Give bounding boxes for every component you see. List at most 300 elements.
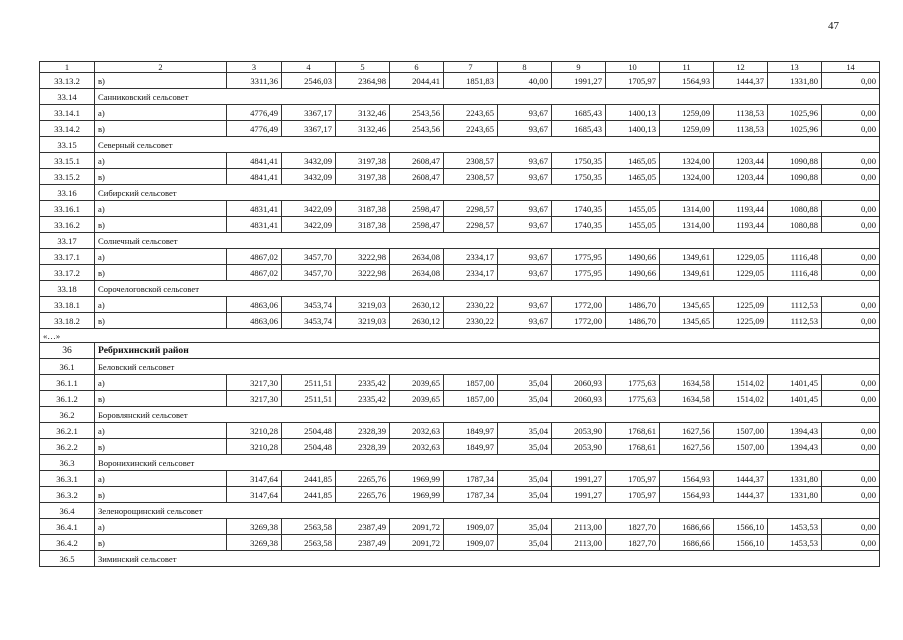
table-row — [40, 217, 880, 233]
value-cell: 1750,35 — [552, 153, 606, 169]
section-row — [40, 233, 880, 249]
value-cell: 3132,46 — [336, 105, 390, 121]
value-cell: 0,00 — [822, 169, 880, 185]
value-cell: 2364,98 — [336, 73, 390, 89]
row-sub: в) — [95, 121, 227, 137]
section-code: 33.15 — [40, 137, 95, 153]
value-cell: 0,00 — [822, 375, 880, 391]
value-cell: 3210,28 — [227, 423, 282, 439]
value-cell: 1634,58 — [660, 391, 714, 407]
value-cell: 35,04 — [498, 391, 552, 407]
value-cell: 2298,57 — [444, 217, 498, 233]
value-cell: 1025,96 — [768, 121, 822, 137]
row-code: 36.2.1 — [40, 423, 95, 439]
value-cell: 4831,41 — [227, 217, 282, 233]
value-cell: 4863,06 — [227, 297, 282, 313]
header-row — [40, 62, 880, 73]
district-row — [40, 343, 880, 359]
row-sub: а) — [95, 423, 227, 439]
value-cell: 2308,57 — [444, 169, 498, 185]
table-row — [40, 313, 880, 329]
value-cell: 1685,43 — [552, 121, 606, 137]
value-cell: 1857,00 — [444, 375, 498, 391]
value-cell: 1490,66 — [606, 265, 660, 281]
row-sub: в) — [95, 313, 227, 329]
value-cell: 2039,65 — [390, 391, 444, 407]
value-cell: 2032,63 — [390, 423, 444, 439]
section-name: Зиминский сельсовет — [95, 551, 880, 567]
header-cell: 9 — [552, 62, 606, 73]
value-cell: 2060,93 — [552, 375, 606, 391]
value-cell: 0,00 — [822, 439, 880, 455]
row-sub: в) — [95, 535, 227, 551]
section-code: 36.2 — [40, 407, 95, 423]
row-code: 33.15.2 — [40, 169, 95, 185]
value-cell: 1112,53 — [768, 313, 822, 329]
value-cell: 3311,36 — [227, 73, 282, 89]
section-code: 33.16 — [40, 185, 95, 201]
value-cell: 1486,70 — [606, 313, 660, 329]
value-cell: 2265,76 — [336, 487, 390, 503]
header-cell: 14 — [822, 62, 880, 73]
value-cell: 1349,61 — [660, 265, 714, 281]
row-sub: а) — [95, 153, 227, 169]
value-cell: 4776,49 — [227, 105, 282, 121]
value-cell: 2441,85 — [282, 487, 336, 503]
value-cell: 2032,63 — [390, 439, 444, 455]
value-cell: 1314,00 — [660, 201, 714, 217]
value-cell: 1090,88 — [768, 169, 822, 185]
value-cell: 3432,09 — [282, 169, 336, 185]
header-cell: 3 — [227, 62, 282, 73]
section-code: 33.17 — [40, 233, 95, 249]
value-cell: 4841,41 — [227, 153, 282, 169]
section-name: Сорочелоговской сельсовет — [95, 281, 880, 297]
row-sub: а) — [95, 105, 227, 121]
section-code: 36.5 — [40, 551, 95, 567]
table-row — [40, 105, 880, 121]
table-row — [40, 121, 880, 137]
section-code: 36.1 — [40, 359, 95, 375]
value-cell: 1775,63 — [606, 391, 660, 407]
value-cell: 0,00 — [822, 297, 880, 313]
value-cell: 2543,56 — [390, 105, 444, 121]
row-sub: в) — [95, 169, 227, 185]
value-cell: 1775,95 — [552, 249, 606, 265]
value-cell: 1768,61 — [606, 423, 660, 439]
value-cell: 3222,98 — [336, 265, 390, 281]
value-cell: 0,00 — [822, 201, 880, 217]
value-cell: 1193,44 — [714, 217, 768, 233]
value-cell: 1465,05 — [606, 153, 660, 169]
value-cell: 1138,53 — [714, 121, 768, 137]
value-cell: 3422,09 — [282, 217, 336, 233]
value-cell: 1827,70 — [606, 519, 660, 535]
value-cell: 2335,42 — [336, 391, 390, 407]
value-cell: 1465,05 — [606, 169, 660, 185]
value-cell: 1116,48 — [768, 265, 822, 281]
value-cell: 1394,43 — [768, 439, 822, 455]
value-cell: 2044,41 — [390, 73, 444, 89]
value-cell: 1969,99 — [390, 471, 444, 487]
value-cell: 3187,38 — [336, 201, 390, 217]
value-cell: 1203,44 — [714, 153, 768, 169]
value-cell: 1566,10 — [714, 519, 768, 535]
value-cell: 0,00 — [822, 423, 880, 439]
value-cell: 1849,97 — [444, 423, 498, 439]
value-cell: 1685,43 — [552, 105, 606, 121]
row-sub: в) — [95, 439, 227, 455]
page-number: 47 — [828, 20, 839, 32]
row-code: 33.13.2 — [40, 73, 95, 89]
row-sub: а) — [95, 201, 227, 217]
value-cell: 93,67 — [498, 265, 552, 281]
section-row — [40, 137, 880, 153]
value-cell: 0,00 — [822, 519, 880, 535]
value-cell: 3457,70 — [282, 249, 336, 265]
row-sub: в) — [95, 487, 227, 503]
value-cell: 2334,17 — [444, 249, 498, 265]
header-cell: 1 — [40, 62, 95, 73]
value-cell: 0,00 — [822, 535, 880, 551]
row-code: 33.18.2 — [40, 313, 95, 329]
value-cell: 2387,49 — [336, 535, 390, 551]
value-cell: 2634,08 — [390, 249, 444, 265]
row-code: 33.16.2 — [40, 217, 95, 233]
value-cell: 2543,56 — [390, 121, 444, 137]
row-code: 33.14.1 — [40, 105, 95, 121]
value-cell: 0,00 — [822, 105, 880, 121]
table-row — [40, 201, 880, 217]
value-cell: 3219,03 — [336, 297, 390, 313]
value-cell: 1444,37 — [714, 487, 768, 503]
value-cell: 2598,47 — [390, 201, 444, 217]
tariff-table — [39, 61, 880, 567]
row-code: 36.4.1 — [40, 519, 95, 535]
table-row — [40, 169, 880, 185]
value-cell: 1787,34 — [444, 487, 498, 503]
value-cell: 1514,02 — [714, 391, 768, 407]
value-cell: 1229,05 — [714, 265, 768, 281]
header-cell: 10 — [606, 62, 660, 73]
value-cell: 1851,83 — [444, 73, 498, 89]
value-cell: 0,00 — [822, 121, 880, 137]
value-cell: 1909,07 — [444, 535, 498, 551]
table-row — [40, 265, 880, 281]
value-cell: 2511,51 — [282, 391, 336, 407]
row-code: 36.1.1 — [40, 375, 95, 391]
value-cell: 1775,63 — [606, 375, 660, 391]
value-cell: 1394,43 — [768, 423, 822, 439]
value-cell: 1331,80 — [768, 487, 822, 503]
value-cell: 2113,00 — [552, 535, 606, 551]
table-row — [40, 439, 880, 455]
section-code: 33.18 — [40, 281, 95, 297]
value-cell: 2330,22 — [444, 297, 498, 313]
value-cell: 35,04 — [498, 471, 552, 487]
value-cell: 0,00 — [822, 153, 880, 169]
row-sub: в) — [95, 217, 227, 233]
row-sub: а) — [95, 249, 227, 265]
value-cell: 3269,38 — [227, 535, 282, 551]
value-cell: 0,00 — [822, 73, 880, 89]
value-cell: 3367,17 — [282, 121, 336, 137]
value-cell: 1740,35 — [552, 217, 606, 233]
value-cell: 3210,28 — [227, 439, 282, 455]
value-cell: 93,67 — [498, 201, 552, 217]
value-cell: 2511,51 — [282, 375, 336, 391]
value-cell: 2504,48 — [282, 439, 336, 455]
value-cell: 1909,07 — [444, 519, 498, 535]
value-cell: 1686,66 — [660, 535, 714, 551]
section-name: Сибирский сельсовет — [95, 185, 880, 201]
value-cell: 4863,06 — [227, 313, 282, 329]
value-cell: 4831,41 — [227, 201, 282, 217]
section-name: Беловский сельсовет — [95, 359, 880, 375]
value-cell: 1444,37 — [714, 471, 768, 487]
value-cell: 2091,72 — [390, 519, 444, 535]
value-cell: 3453,74 — [282, 313, 336, 329]
ellipsis-row — [40, 329, 880, 343]
value-cell: 3457,70 — [282, 265, 336, 281]
section-row — [40, 455, 880, 471]
header-cell: 11 — [660, 62, 714, 73]
value-cell: 2243,65 — [444, 105, 498, 121]
section-row — [40, 359, 880, 375]
header-cell: 13 — [768, 62, 822, 73]
row-code: 33.14.2 — [40, 121, 95, 137]
value-cell: 1969,99 — [390, 487, 444, 503]
value-cell: 3217,30 — [227, 375, 282, 391]
row-code: 33.17.1 — [40, 249, 95, 265]
value-cell: 1455,05 — [606, 217, 660, 233]
value-cell: 1112,53 — [768, 297, 822, 313]
value-cell: 1455,05 — [606, 201, 660, 217]
value-cell: 3147,64 — [227, 471, 282, 487]
section-row — [40, 503, 880, 519]
value-cell: 3147,64 — [227, 487, 282, 503]
table-row — [40, 375, 880, 391]
value-cell: 1514,02 — [714, 375, 768, 391]
value-cell: 1225,09 — [714, 297, 768, 313]
section-name: Санниковский сельсовет — [95, 89, 880, 105]
value-cell: 1564,93 — [660, 487, 714, 503]
value-cell: 3217,30 — [227, 391, 282, 407]
value-cell: 2091,72 — [390, 535, 444, 551]
value-cell: 2335,42 — [336, 375, 390, 391]
value-cell: 1705,97 — [606, 471, 660, 487]
row-code: 36.3.1 — [40, 471, 95, 487]
table-row — [40, 423, 880, 439]
value-cell: 2608,47 — [390, 153, 444, 169]
row-sub: в) — [95, 391, 227, 407]
value-cell: 1314,00 — [660, 217, 714, 233]
header-cell: 6 — [390, 62, 444, 73]
value-cell: 2328,39 — [336, 423, 390, 439]
value-cell: 2546,03 — [282, 73, 336, 89]
header-cell: 7 — [444, 62, 498, 73]
value-cell: 1444,37 — [714, 73, 768, 89]
row-code: 33.18.1 — [40, 297, 95, 313]
value-cell: 2039,65 — [390, 375, 444, 391]
value-cell: 1080,88 — [768, 217, 822, 233]
value-cell: 0,00 — [822, 471, 880, 487]
value-cell: 1490,66 — [606, 249, 660, 265]
value-cell: 2334,17 — [444, 265, 498, 281]
value-cell: 1203,44 — [714, 169, 768, 185]
value-cell: 4776,49 — [227, 121, 282, 137]
value-cell: 35,04 — [498, 519, 552, 535]
value-cell: 2630,12 — [390, 297, 444, 313]
table-row — [40, 73, 880, 89]
value-cell: 3219,03 — [336, 313, 390, 329]
value-cell: 4867,02 — [227, 265, 282, 281]
value-cell: 2298,57 — [444, 201, 498, 217]
value-cell: 1324,00 — [660, 153, 714, 169]
value-cell: 0,00 — [822, 265, 880, 281]
value-cell: 0,00 — [822, 487, 880, 503]
value-cell: 1090,88 — [768, 153, 822, 169]
value-cell: 2243,65 — [444, 121, 498, 137]
value-cell: 1025,96 — [768, 105, 822, 121]
value-cell: 1229,05 — [714, 249, 768, 265]
value-cell: 2053,90 — [552, 439, 606, 455]
value-cell: 1564,93 — [660, 73, 714, 89]
value-cell: 2634,08 — [390, 265, 444, 281]
value-cell: 2265,76 — [336, 471, 390, 487]
table-row — [40, 249, 880, 265]
value-cell: 3367,17 — [282, 105, 336, 121]
value-cell: 2060,93 — [552, 391, 606, 407]
table-row — [40, 519, 880, 535]
header-cell: 2 — [95, 62, 227, 73]
value-cell: 93,67 — [498, 121, 552, 137]
value-cell: 4841,41 — [227, 169, 282, 185]
value-cell: 2330,22 — [444, 313, 498, 329]
section-name: Ребрихинский район — [95, 343, 880, 359]
row-sub: а) — [95, 471, 227, 487]
value-cell: 2598,47 — [390, 217, 444, 233]
value-cell: 1566,10 — [714, 535, 768, 551]
table-row — [40, 391, 880, 407]
value-cell: 40,00 — [498, 73, 552, 89]
value-cell: 3453,74 — [282, 297, 336, 313]
value-cell: 3432,09 — [282, 153, 336, 169]
value-cell: 1627,56 — [660, 423, 714, 439]
value-cell: 1787,34 — [444, 471, 498, 487]
value-cell: 35,04 — [498, 423, 552, 439]
row-code: 33.16.1 — [40, 201, 95, 217]
value-cell: 1775,95 — [552, 265, 606, 281]
value-cell: 1138,53 — [714, 105, 768, 121]
section-code: 33.14 — [40, 89, 95, 105]
row-code: 33.17.2 — [40, 265, 95, 281]
header-cell: 5 — [336, 62, 390, 73]
row-sub: в) — [95, 73, 227, 89]
value-cell: 0,00 — [822, 217, 880, 233]
value-cell: 1453,53 — [768, 519, 822, 535]
value-cell: 1116,48 — [768, 249, 822, 265]
section-name: Воронихинский сельсовет — [95, 455, 880, 471]
value-cell: 35,04 — [498, 487, 552, 503]
value-cell: 0,00 — [822, 249, 880, 265]
value-cell: 35,04 — [498, 535, 552, 551]
value-cell: 1349,61 — [660, 249, 714, 265]
value-cell: 3132,46 — [336, 121, 390, 137]
value-cell: 1331,80 — [768, 73, 822, 89]
section-code: 36.3 — [40, 455, 95, 471]
header-cell: 12 — [714, 62, 768, 73]
value-cell: 1401,45 — [768, 391, 822, 407]
value-cell: 1345,65 — [660, 297, 714, 313]
value-cell: 1827,70 — [606, 535, 660, 551]
ellipsis-text: «…» — [40, 329, 880, 343]
section-row — [40, 281, 880, 297]
value-cell: 1750,35 — [552, 169, 606, 185]
value-cell: 1324,00 — [660, 169, 714, 185]
section-row — [40, 407, 880, 423]
value-cell: 2563,58 — [282, 535, 336, 551]
value-cell: 2387,49 — [336, 519, 390, 535]
value-cell: 1627,56 — [660, 439, 714, 455]
section-row — [40, 185, 880, 201]
header-cell: 8 — [498, 62, 552, 73]
value-cell: 93,67 — [498, 297, 552, 313]
table-row — [40, 153, 880, 169]
table-row — [40, 535, 880, 551]
value-cell: 3422,09 — [282, 201, 336, 217]
section-name: Боровлянский сельсовет — [95, 407, 880, 423]
value-cell: 2053,90 — [552, 423, 606, 439]
value-cell: 1400,13 — [606, 121, 660, 137]
value-cell: 1345,65 — [660, 313, 714, 329]
row-code: 36.1.2 — [40, 391, 95, 407]
row-sub: в) — [95, 265, 227, 281]
value-cell: 1225,09 — [714, 313, 768, 329]
value-cell: 4867,02 — [227, 249, 282, 265]
value-cell: 1080,88 — [768, 201, 822, 217]
value-cell: 1259,09 — [660, 105, 714, 121]
value-cell: 3269,38 — [227, 519, 282, 535]
section-row — [40, 89, 880, 105]
value-cell: 93,67 — [498, 217, 552, 233]
value-cell: 1705,97 — [606, 487, 660, 503]
row-sub: а) — [95, 375, 227, 391]
section-code: 36.4 — [40, 503, 95, 519]
value-cell: 93,67 — [498, 153, 552, 169]
value-cell: 1193,44 — [714, 201, 768, 217]
value-cell: 1857,00 — [444, 391, 498, 407]
value-cell: 1686,66 — [660, 519, 714, 535]
value-cell: 35,04 — [498, 439, 552, 455]
row-sub: а) — [95, 297, 227, 313]
value-cell: 93,67 — [498, 249, 552, 265]
section-name: Зеленорощинский сельсовет — [95, 503, 880, 519]
value-cell: 3197,38 — [336, 153, 390, 169]
value-cell: 2308,57 — [444, 153, 498, 169]
value-cell: 1453,53 — [768, 535, 822, 551]
value-cell: 1401,45 — [768, 375, 822, 391]
value-cell: 1705,97 — [606, 73, 660, 89]
value-cell: 2113,00 — [552, 519, 606, 535]
value-cell: 1507,00 — [714, 423, 768, 439]
value-cell: 1991,27 — [552, 73, 606, 89]
value-cell: 1768,61 — [606, 439, 660, 455]
value-cell: 1772,00 — [552, 313, 606, 329]
value-cell: 1849,97 — [444, 439, 498, 455]
section-name: Солнечный сельсовет — [95, 233, 880, 249]
row-sub: а) — [95, 519, 227, 535]
